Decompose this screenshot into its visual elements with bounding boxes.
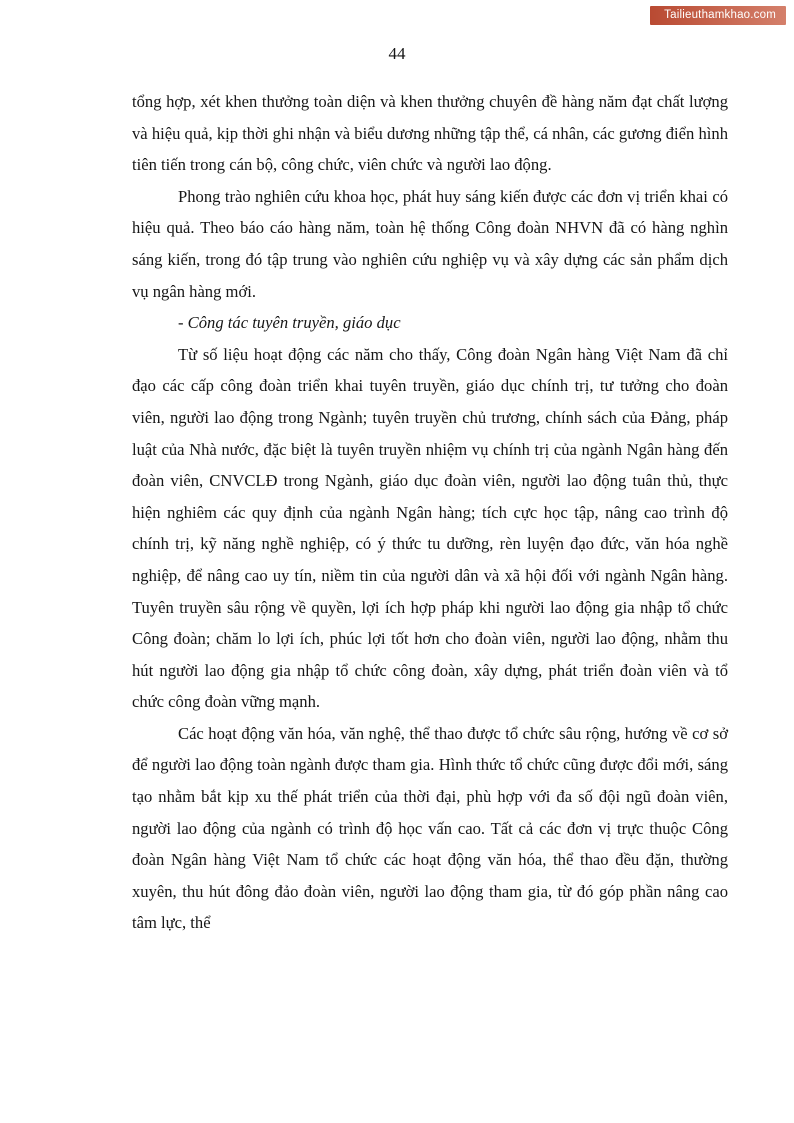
paragraph: Phong trào nghiên cứu khoa học, phát huy sáng kiến được các đơn vị triển khai có hiệu quả. Theo báo cáo hàng năm, toàn hệ thống Công đoàn NHVN đã có hàng nghìn sáng kiến, trong đó tập trung vào nghiên cứu nghiệp vụ và xây dựng các sản phẩm dịch vụ ngân hàng mới. <box>132 186 728 301</box>
paragraph: Các hoạt động văn hóa, văn nghệ, thể thao được tổ chức sâu rộng, hướng về cơ sở để người lao động toàn ngành được tham gia. Hình thức tổ chức cũng được đổi mới, sáng tạo nhằm bắt kịp xu thế phát triển của thời đại, phù hợp với đa số đội ngũ đoàn viên, người lao động của ngành có trình độ học vấn cao. Tất cả các đơn vị trực thuộc Công đoàn Ngân hàng Việt Nam tổ chức các hoạt động văn hóa, thể thao đều đặn, thường xuyên, thu hút đông đảo đoàn viên, người lao động tham gia, từ đó góp phần nâng cao tâm lực, thể <box>132 723 728 933</box>
paragraph: Từ số liệu hoạt động các năm cho thấy, Công đoàn Ngân hàng Việt Nam đã chỉ đạo các cấp công đoàn triển khai tuyên truyền, giáo dục chính trị, tư tưởng cho đoàn viên, người lao động trong Ngành; tuyên truyền chủ trương, chính sách của Đảng, pháp luật của Nhà nước, đặc biệt là tuyên truyền nhiệm vụ chính trị của ngành Ngân hàng đến đoàn viên, CNVCLĐ trong Ngành, giáo dục đoàn viên, người lao động tuân thủ, thực hiện nghiêm các quy định của ngành Ngân hàng; tích cực học tập, nâng cao trình độ chính trị, kỹ năng nghề nghiệp, có ý thức tu dưỡng, rèn luyện đạo đức, văn hóa nghề nghiệp, để nâng cao uy tín, niềm tin của người dân và xã hội đối với ngành Ngân hàng. Tuyên truyền sâu rộng về quyền, lợi ích hợp pháp khi người lao động gia nhập tổ chức Công đoàn; chăm lo lợi ích, phúc lợi tốt hơn cho đoàn viên, người lao động, nhằm thu hút người lao động gia nhập tổ chức công đoàn, xây dựng, phát triển đoàn viên và tổ chức công đoàn vững mạnh. <box>132 344 728 712</box>
section-heading: - Công tác tuyên truyền, giáo dục <box>178 313 401 333</box>
paragraph: tổng hợp, xét khen thưởng toàn diện và khen thưởng chuyên đề hàng năm đạt chất lượng và hiệu quả, kịp thời ghi nhận và biểu dương những tập thể, cá nhân, các gương điển hình tiên tiến trong cán bộ, công chức, viên chức và người lao động. <box>132 92 728 175</box>
document-body <box>132 86 728 939</box>
watermark-badge: Tailieuthamkhao.com <box>650 6 786 25</box>
page-number: 44 <box>388 44 406 63</box>
